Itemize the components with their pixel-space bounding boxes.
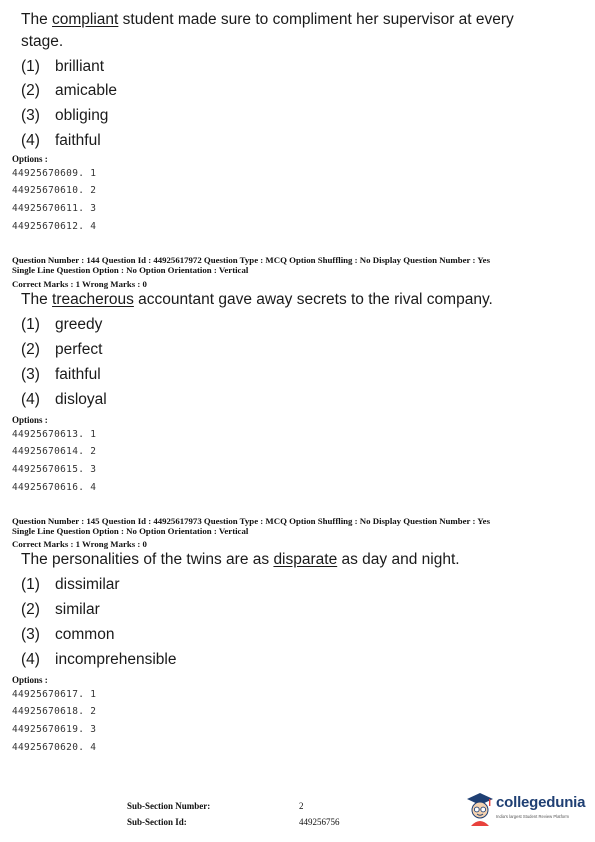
options-label: Options : xyxy=(12,154,48,164)
collegedunia-logo xyxy=(466,789,590,829)
option-id: 44925670619. 3 xyxy=(12,724,97,735)
answer-choice-3: (3) common xyxy=(21,626,115,643)
answer-choice-1: (1) dissimilar xyxy=(21,576,120,593)
option-id: 44925670613. 1 xyxy=(12,429,97,440)
answer-choice-3: (3) obliging xyxy=(21,107,109,124)
option-id: 44925670620. 4 xyxy=(12,742,97,753)
keyword-disparate: disparate xyxy=(273,551,338,568)
question-145-marks: Correct Marks : 1 Wrong Marks : 0 xyxy=(12,539,147,549)
answer-choice-2: (2) amicable xyxy=(21,82,118,99)
keyword-compliant: compliant xyxy=(52,11,119,28)
answer-choice-2: (2) similar xyxy=(21,601,100,618)
question-144-meta: Question Number : 144 Question Id : 44925617972 Question Type : MCQ Option Shuffling : No Display Question Number : Yes xyxy=(12,255,491,265)
question-145-meta: Question Number : 145 Question Id : 44925617973 Question Type : MCQ Option Shuffling : No Display Question Number : Yes xyxy=(12,516,491,526)
option-id: 44925670616. 4 xyxy=(12,482,97,493)
option-id: 44925670609. 1 xyxy=(12,168,97,179)
answer-choice-3: (3) faithful xyxy=(21,366,101,383)
logo-wordmark: collegedunia xyxy=(496,794,586,811)
answer-choice-4: (4) incomprehensible xyxy=(21,651,177,668)
answer-choice-4: (4) disloyal xyxy=(21,391,107,408)
question-145-meta: Single Line Question Option : No Option Orientation : Vertical xyxy=(12,526,249,536)
answer-choice-1: (1) brilliant xyxy=(21,58,105,75)
question-144-marks: Correct Marks : 1 Wrong Marks : 0 xyxy=(12,279,147,289)
options-label: Options : xyxy=(12,675,48,685)
options-label: Options : xyxy=(12,415,48,425)
subsection-id-value: 449256756 xyxy=(299,817,340,827)
option-id: 44925670615. 3 xyxy=(12,464,97,475)
logo-tagline: India's largest Student Review Platform xyxy=(496,814,569,819)
question-144-stem: The treacherous accountant gave away secrets to the rival company. xyxy=(21,291,493,308)
option-id: 44925670614. 2 xyxy=(12,446,97,457)
answer-choice-1: (1) greedy xyxy=(21,316,103,333)
keyword-treacherous: treacherous xyxy=(52,291,134,308)
option-id: 44925670618. 2 xyxy=(12,706,97,717)
option-id: 44925670617. 1 xyxy=(12,689,97,700)
subsection-id-label: Sub-Section Id: xyxy=(127,817,187,827)
option-id: 44925670612. 4 xyxy=(12,221,97,232)
answer-choice-2: (2) perfect xyxy=(21,341,103,358)
answer-choice-4: (4) faithful xyxy=(21,132,101,149)
subsection-number-value: 2 xyxy=(299,801,304,811)
question-143-stem: The compliant student made sure to compliment her supervisor at every stage. xyxy=(21,11,514,50)
option-id: 44925670611. 3 xyxy=(12,203,97,214)
option-id: 44925670610. 2 xyxy=(12,185,97,196)
graduate-mascot-icon xyxy=(466,791,494,827)
question-145-stem: The personalities of the twins are as disparate as day and night. xyxy=(21,551,460,568)
question-144-meta: Single Line Question Option : No Option Orientation : Vertical xyxy=(12,265,249,275)
subsection-number-label: Sub-Section Number: xyxy=(127,801,211,811)
